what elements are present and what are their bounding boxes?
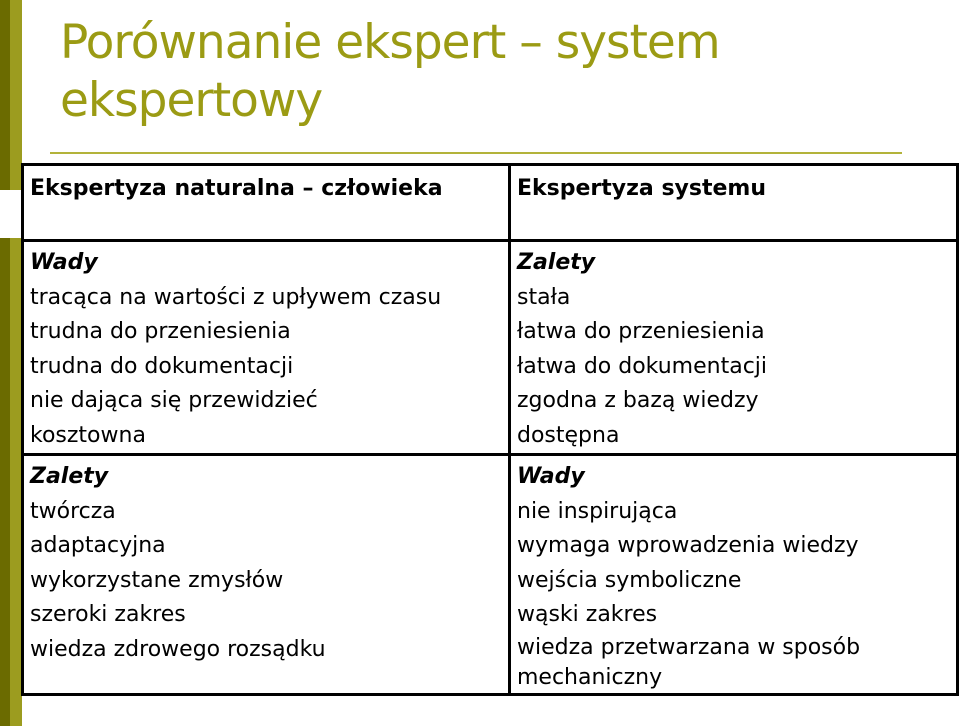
list-item: nie dająca się przewidzieć [30,388,318,413]
list-item: stała [517,284,571,310]
list-item: nie inspirująca [517,498,678,524]
list-item: wykorzystane zmysłów [30,567,284,593]
right-column-header: Ekspertyza systemu [510,165,958,241]
list-item: adaptacyjna [30,533,166,558]
system-weaknesses-cell [510,455,958,695]
list-item: zgodna z bazą wiedzy [517,388,759,413]
section-heading: Zalety [30,464,109,489]
section-heading: Wady [30,250,98,275]
list-item: wiedza zdrowego rozsądku [30,636,326,662]
page-title: Porównanie ekspert – system ekspertowy [60,15,720,128]
list-item: szeroki zakres [30,602,186,627]
table-header-row [23,165,958,241]
accent-gap [0,190,22,238]
list-item: dostępna [517,422,620,448]
human-strengths-cell [23,455,510,695]
list-item: trudna do dokumentacji [30,353,294,379]
list-item: trudna do przeniesienia [30,319,291,344]
list-item: wąski zakres [517,602,658,627]
list-item: łatwa do dokumentacji [517,353,768,379]
table-row [23,455,958,695]
list-item: wiedza przetwarzana w sposób mechaniczny [517,634,861,690]
section-heading: Zalety [517,250,596,275]
title-divider [50,152,902,154]
list-item: twórcza [30,498,116,524]
comparison-table [21,163,959,696]
list-item: wymaga wprowadzenia wiedzy [517,533,859,558]
section-heading: Wady [517,464,585,489]
list-item: tracąca na wartości z upływem czasu [30,284,442,310]
list-item: łatwa do przeniesienia [517,319,765,344]
list-item: kosztowna [30,422,146,448]
human-weaknesses-cell [23,241,510,455]
left-accent-bar-dark [0,0,10,726]
left-column-header: Ekspertyza naturalna – człowieka [23,165,510,241]
table-row [23,241,958,455]
list-item: wejścia symboliczne [517,567,742,593]
system-strengths-cell [510,241,958,455]
